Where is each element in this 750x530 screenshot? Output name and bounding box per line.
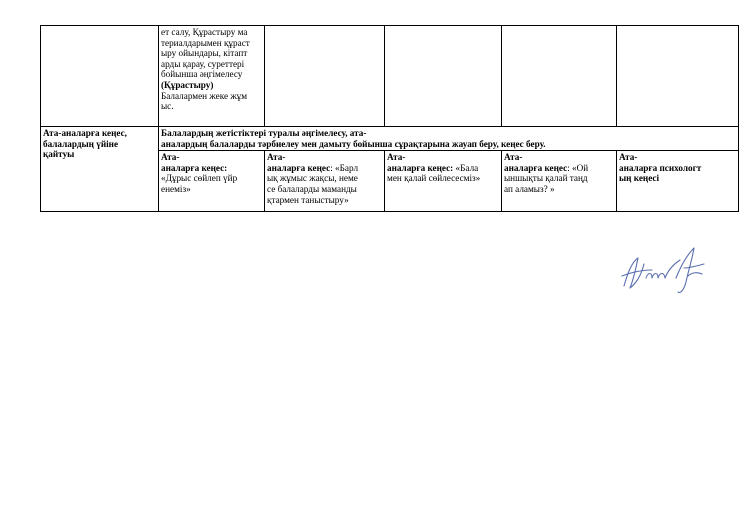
parents-row-label: Ата-аналарға кеңес, балалардың үйіне қайтуы xyxy=(41,127,159,212)
empty-label-cell xyxy=(41,26,159,127)
signature-strokes xyxy=(622,248,704,293)
day-cell: Ата- аналарға кеңес: «Ой ыншықты қалай таңд ап аламыз? » xyxy=(502,151,617,212)
parents-summary-cell: Балалардың жетістіктері туралы әңгімелесу, ата- аналардың балаларды тәрбиелеу мен дамыту бойынша сұрақтарына жауап беру, кеңес беру. xyxy=(159,127,739,151)
day-cell: Ата- аналарға психологт ың кеңесі xyxy=(617,151,739,212)
empty-cell xyxy=(617,26,739,127)
activity-row xyxy=(41,26,739,127)
activity-category: (Құрастыру) xyxy=(161,79,214,90)
day-cell: Ата- аналарға кеңес: «Барл ық жұмыс жақсы, неме се балаларды маманды қтармен таныстыру» xyxy=(265,151,385,212)
activity-line: ет салу, Құрастыру ма xyxy=(161,27,248,37)
empty-cell xyxy=(265,26,385,127)
plan-table xyxy=(40,25,739,212)
parents-summary-row xyxy=(41,127,739,151)
activity-cell xyxy=(159,26,265,127)
empty-cell xyxy=(385,26,502,127)
day-cell: Ата- аналарға кеңес: «Бала мен қалай сөйлесесміз» xyxy=(385,151,502,212)
activity-line: ыру ойындары, кітапт xyxy=(161,48,248,59)
activity-line: бойынша әңгімелесу xyxy=(161,69,243,80)
activity-line: Балалармен жеке жұм xyxy=(161,90,248,101)
empty-cell xyxy=(502,26,617,127)
activity-line: ыс. xyxy=(161,101,174,112)
activity-line: териалдарымен құраст xyxy=(161,37,250,48)
activity-line: арды қарау, суреттері xyxy=(161,58,245,69)
signature-image xyxy=(618,242,710,300)
day-cell: Ата- аналарға кеңес: «Дұрыс сөйлеп үйр енеміз» xyxy=(159,151,265,212)
